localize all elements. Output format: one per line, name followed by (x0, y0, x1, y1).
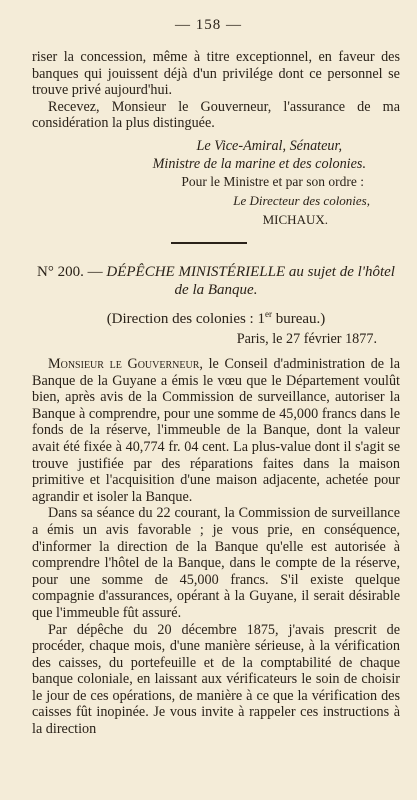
signature-title: Le Vice-Amiral, Sénateur, (196, 138, 342, 154)
paragraph-1-text: le Conseil d'administration de la Banque de la Guyane a émis le vœu que le Département voulût bien, après avis de la Commission de surveillance, autoriser la Banque à comprendre, pour une somme de 45,000 francs dans le fonds de la réserve, l'immeuble de la Banque, dont la valeur avait été fixée à 40,774 fr. 04 cent. La plus-value dont il s'agit se trouve justifiée par des réparations faites dans la maison primitive et l'acquisition d'une maison adjacente, achetée pour agrandir et isoler la Banque. (32, 356, 400, 505)
signature-block (32, 138, 370, 229)
direction-sup: er (264, 309, 272, 319)
date-line: Paris, le 27 février 1877. (236, 331, 377, 347)
document-number: N° 200. — (37, 264, 103, 280)
closing-formula: Recevez, Monsieur le Gouverneur, l'assurance de ma considération la plus distinguée. (32, 98, 400, 132)
document-heading (32, 263, 400, 299)
direction-prefix: (Direction des colonies : 1 (106, 311, 265, 327)
signature-director: Le Directeur des colonies, (233, 192, 370, 208)
signature-order: Pour le Ministre et par son ordre : (181, 174, 364, 190)
direction-suffix: bureau.) (271, 311, 326, 327)
top-paragraph: riser la concession, même à titre exceptionnel, en faveur des banques qui jouissent déjà d'un privilége dont ce personnel se trouve privé aujourd'hui. (32, 49, 400, 99)
document-subject: au sujet de l'hôtel de la Banque. (174, 264, 395, 298)
main-text (32, 356, 400, 738)
paragraph-2: Dans sa séance du 22 courant, la Commission de surveillance a émis un avis favorable ; je vous prie, en conséquence, d'informer la direction de la Banque qu'elle est autorisée à comprendre l'hôtel de la Banque, dans le compte de la réserve, pour une somme de 45,000 francs. S'il existe quelque compagnie d'assurances, opérant à la Guyane, il serait désirable que l'immeuble fût assuré. (32, 505, 400, 621)
direction-line (32, 306, 400, 328)
signature-name: MICHAUX. (262, 212, 328, 228)
letter-end (32, 49, 400, 132)
salutation: Monsieur le Gouverneur, (48, 356, 203, 372)
section-divider (171, 242, 247, 244)
document-title: DÉPÊCHE MINISTÉRIELLE (106, 264, 286, 280)
signature-ministry: Ministre de la marine et des colonies. (152, 155, 366, 172)
page-number: — 158 — (175, 17, 242, 33)
paragraph-1 (32, 356, 400, 505)
paragraph-3: Par dépêche du 20 décembre 1875, j'avais prescrit de procéder, chaque mois, d'une manière sérieuse, à la vérification des caisses, du portefeuille et de la comptabilité de chaque banque coloniale, en laissant aux vérificateurs le soin de choisir le jour de ces opérations, de manière à ce que la vérification des caisses fût inopinée. Je vous invite à rappeler ces instructions à la direction (32, 621, 400, 738)
